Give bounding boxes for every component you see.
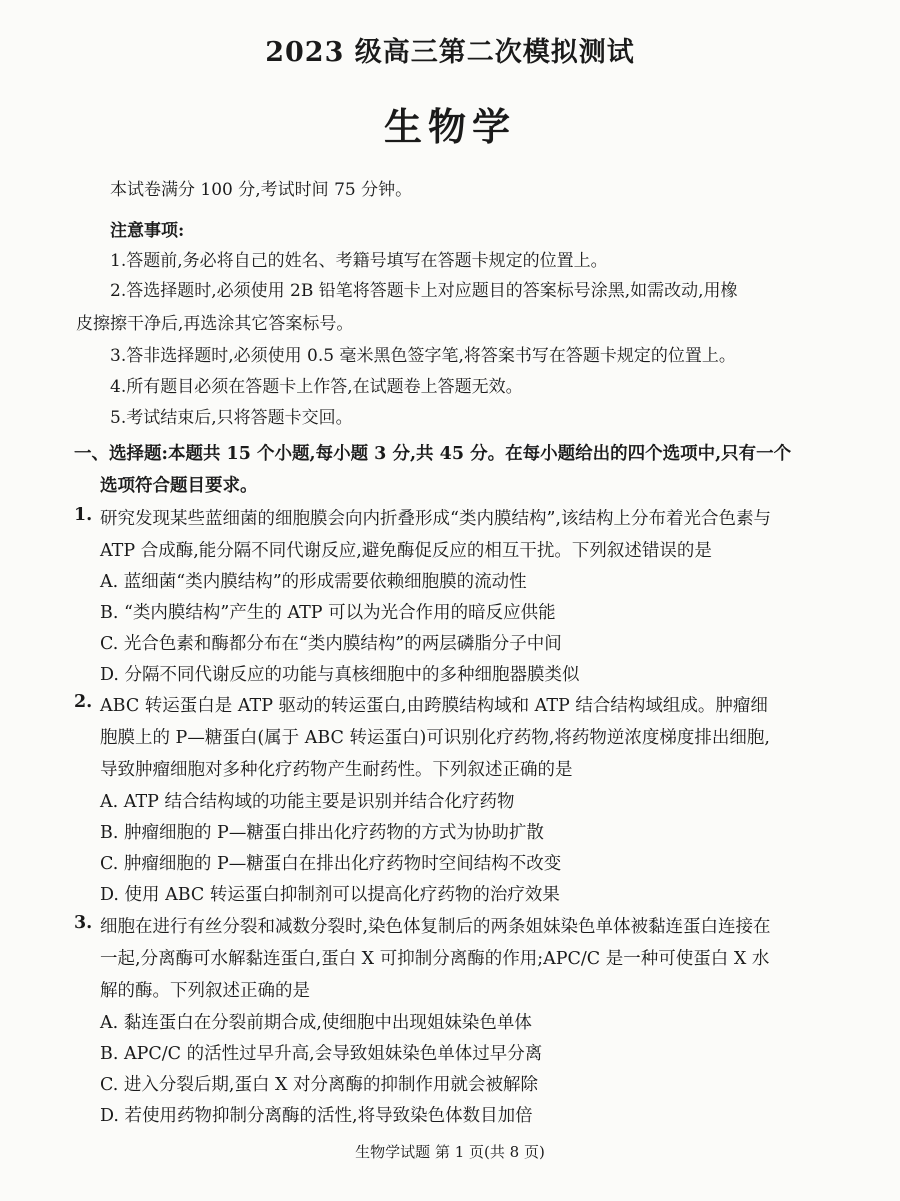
option-b: B. APC/C 的活性过早升高,会导致姐妹染色单体过早分离 (100, 1044, 543, 1064)
question-stem-line: ABC 转运蛋白是 ATP 驱动的转运蛋白,由跨膜结构域和 ATP 结合结构域组成。肿瘤细 (100, 696, 768, 716)
note-item: 4.所有题目必须在答题卡上作答,在试题卷上答题无效。 (110, 377, 523, 397)
question-stem-line: 导致肿瘤细胞对多种化疗药物产生耐药性。下列叙述正确的是 (100, 760, 573, 780)
note-item: 2.答选择题时,必须使用 2B 铅笔将答题卡上对应题目的答案标号涂黑,如需改动,用橡 (110, 281, 738, 301)
question-stem-line: 一起,分离酶可水解黏连蛋白,蛋白 X 可抑制分离酶的作用;APC/C 是一种可使蛋白 X 水 (100, 949, 770, 969)
question-number: 1. (74, 505, 93, 525)
option-d: D. 使用 ABC 转运蛋白抑制剂可以提高化疗药物的治疗效果 (100, 885, 560, 905)
question-stem-line: 研究发现某些蓝细菌的细胞膜会向内折叠形成“类内膜结构”,该结构上分布着光合色素与 (100, 509, 771, 529)
question-stem-line: ATP 合成酶,能分隔不同代谢反应,避免酶促反应的相互干扰。下列叙述错误的是 (100, 541, 712, 561)
option-b: B. 肿瘤细胞的 P—糖蛋白排出化疗药物的方式为协助扩散 (100, 823, 544, 843)
note-item: 1.答题前,务必将自己的姓名、考籍号填写在答题卡规定的位置上。 (110, 251, 608, 271)
option-c: C. 进入分裂后期,蛋白 X 对分离酶的抑制作用就会被解除 (100, 1075, 539, 1095)
option-a: A. 蓝细菌“类内膜结构”的形成需要依赖细胞膜的流动性 (100, 572, 527, 592)
option-d: D. 若使用药物抑制分离酶的活性,将导致染色体数目加倍 (100, 1106, 533, 1126)
option-d: D. 分隔不同代谢反应的功能与真核细胞中的多种细胞器膜类似 (100, 665, 580, 685)
notes-heading: 注意事项: (110, 221, 185, 241)
option-c: C. 肿瘤细胞的 P—糖蛋白在排出化疗药物时空间结构不改变 (100, 854, 562, 874)
section-heading-continued: 选项符合题目要求。 (100, 476, 258, 496)
question-stem-line: 细胞在进行有丝分裂和减数分裂时,染色体复制后的两条姐妹染色单体被黏连蛋白连接在 (100, 917, 771, 937)
question-stem-line: 胞膜上的 P—糖蛋白(属于 ABC 转运蛋白)可识别化疗药物,将药物逆浓度梯度排出细胞, (100, 728, 770, 748)
subject-title: 生物学 (383, 104, 516, 149)
option-a: A. 黏连蛋白在分裂前期合成,使细胞中出现姐妹染色单体 (100, 1013, 532, 1033)
question-number: 3. (74, 913, 93, 933)
exam-title: 2023 级高三第二次模拟测试 (265, 37, 635, 68)
note-item: 5.考试结束后,只将答题卡交回。 (110, 408, 353, 428)
option-a: A. ATP 结合结构域的功能主要是识别并结合化疗药物 (100, 792, 515, 812)
exam-intro: 本试卷满分 100 分,考试时间 75 分钟。 (110, 180, 413, 200)
option-c: C. 光合色素和酶都分布在“类内膜结构”的两层磷脂分子中间 (100, 634, 562, 654)
question-stem-line: 解的酶。下列叙述正确的是 (100, 981, 310, 1001)
note-item: 3.答非选择题时,必须使用 0.5 毫米黑色签字笔,将答案书写在答题卡规定的位置上。 (110, 346, 736, 366)
question-number: 2. (74, 692, 93, 712)
option-b: B. “类内膜结构”产生的 ATP 可以为光合作用的暗反应供能 (100, 603, 556, 623)
note-item-continued: 皮擦擦干净后,再选涂其它答案标号。 (76, 314, 354, 334)
page-footer: 生物学试题 第 1 页(共 8 页) (355, 1143, 545, 1161)
section-heading: 一、选择题:本题共 15 个小题,每小题 3 分,共 45 分。在每小题给出的四个选项中,只有一个 (74, 444, 792, 464)
